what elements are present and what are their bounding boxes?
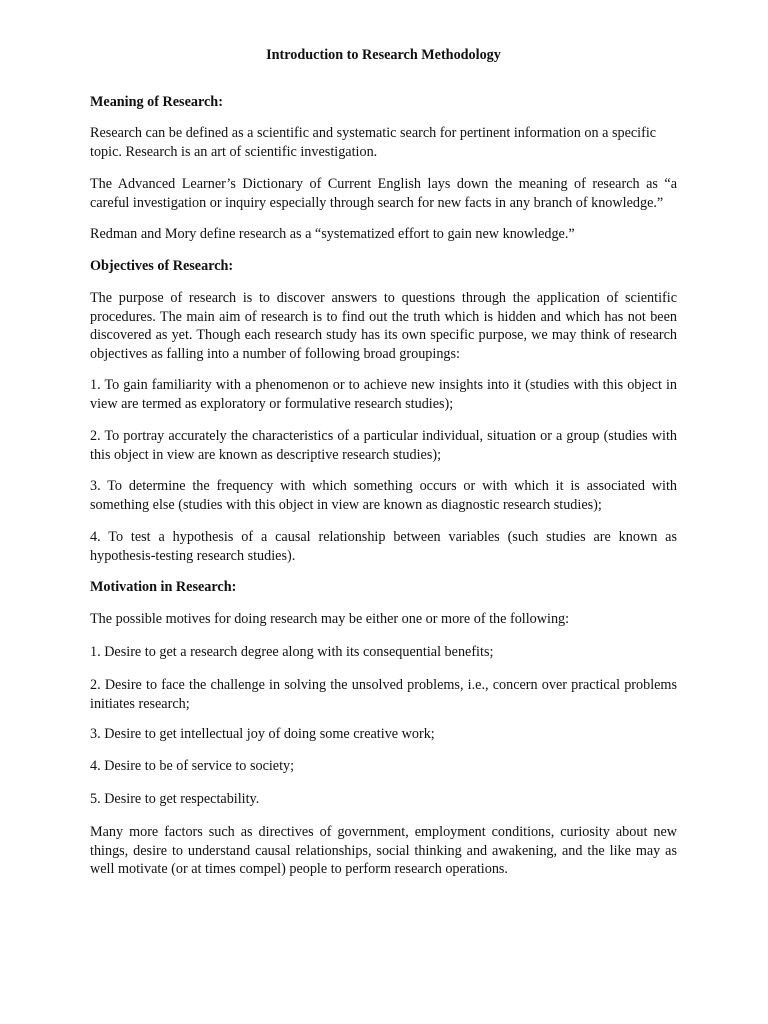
motivation-item-5: 5. Desire to get respectability.	[90, 791, 260, 807]
objectives-item-2: 2. To portray accurately the characteristics of a particular individual, situation or a group (studies with this object in view are known as descriptive research studies);	[90, 428, 677, 463]
objectives-item-4: 4. To test a hypothesis of a causal relationship between variables (such studies are known as hypothesis-testing research studies).	[90, 529, 677, 564]
document-title: Introduction to Research Methodology	[266, 47, 501, 63]
section-heading-motivation: Motivation in Research:	[90, 579, 237, 595]
section-heading-objectives: Objectives of Research:	[90, 258, 234, 274]
document-page	[90, 0, 677, 1024]
motivation-intro: The possible motives for doing research may be either one or more of the following:	[90, 611, 570, 627]
motivation-item-4: 4. Desire to be of service to society;	[90, 758, 295, 774]
meaning-paragraph-1: Research can be defined as a scientific and systematic search for pertinent information on a specific topic. Research is an art of scientific investigation.	[90, 125, 657, 160]
objectives-item-1: 1. To gain familiarity with a phenomenon or to achieve new insights into it (studies with this object in view are termed as exploratory or formulative research studies);	[90, 377, 677, 412]
objectives-item-3: 3. To determine the frequency with which something occurs or with which it is associated with something else (studies with this object in view are known as diagnostic research studies);	[90, 478, 677, 513]
motivation-closing: Many more factors such as directives of government, employment conditions, curiosity about new things, desire to understand causal relationships, social thinking and awakening, and the like may as well motivate (or at times compel) people to perform research operations.	[90, 824, 677, 878]
section-heading-meaning: Meaning of Research:	[90, 94, 223, 110]
objectives-intro: The purpose of research is to discover answers to questions through the application of scientific procedures. The main aim of research is to find out the truth which is hidden and which has not been discovered as yet. Though each research study has its own specific purpose, we may think of research objectives as falling into a number of following broad groupings:	[90, 290, 677, 362]
motivation-item-2: 2. Desire to face the challenge in solving the unsolved problems, i.e., concern over practical problems initiates research;	[90, 677, 677, 712]
motivation-item-3: 3. Desire to get intellectual joy of doing some creative work;	[90, 726, 435, 742]
motivation-item-1: 1. Desire to get a research degree along with its consequential benefits;	[90, 644, 494, 660]
meaning-paragraph-3: Redman and Mory define research as a “systematized effort to gain new knowledge.”	[90, 226, 575, 242]
meaning-paragraph-2: The Advanced Learner’s Dictionary of Current English lays down the meaning of research as “a careful investigation or inquiry especially through search for new facts in any branch of knowledge.”	[90, 176, 677, 211]
